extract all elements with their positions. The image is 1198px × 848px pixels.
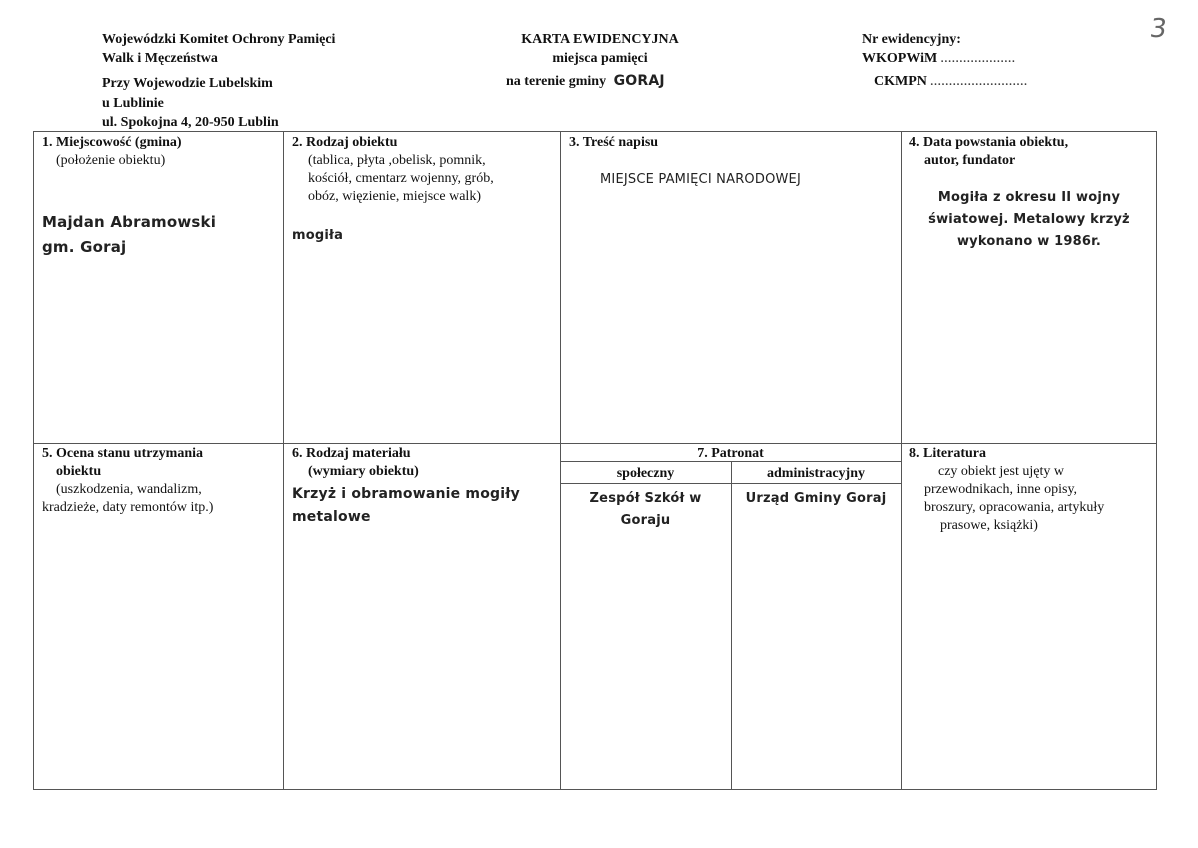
nr-ewidencyjny-label: Nr ewidencyjny: bbox=[862, 32, 961, 47]
section-3-title: 3. Treść napisu bbox=[569, 135, 659, 150]
section-1-title: 1. Miejscowość (gmina) bbox=[42, 135, 182, 150]
page-mark: 3 bbox=[1147, 14, 1169, 44]
gmina-name: GORAJ bbox=[613, 73, 665, 89]
wkopwim-label: WKOPWiM bbox=[862, 51, 938, 66]
section-8-note-line4: prasowe, książki) bbox=[940, 518, 1038, 533]
section-2-note-line3: obóz, więzienie, miejsce walk) bbox=[308, 189, 481, 204]
gmina-line bbox=[506, 72, 665, 91]
section-4-value-line1: Mogiła z okresu II wojny bbox=[937, 190, 1121, 205]
grid-right-border bbox=[1156, 131, 1157, 790]
section-1-value-line2: gm. Goraj bbox=[42, 238, 127, 256]
org-address: ul. Spokojna 4, 20-950 Lublin bbox=[102, 115, 279, 130]
patronat-col-divider bbox=[731, 461, 732, 789]
section-2-note-line1: (tablica, płyta ,obelisk, pomnik, bbox=[308, 153, 486, 168]
section-2-note-line2: kościół, cmentarz wojenny, grób, bbox=[308, 171, 494, 186]
patronat-col2-value: Urząd Gminy Goraj bbox=[745, 491, 887, 506]
section-1-note: (położenie obiektu) bbox=[56, 153, 166, 168]
card-title: KARTA EWIDENCYJNA bbox=[521, 32, 679, 47]
org-name-line2: Walk i Męczeństwa bbox=[102, 51, 218, 66]
org-name-line3: Przy Wojewodzie Lubelskim bbox=[102, 76, 273, 91]
section-8-note-line1: czy obiekt jest ujęty w bbox=[938, 464, 1064, 479]
patronat-col1-header: społeczny bbox=[616, 466, 675, 481]
section-5-title-line2: obiektu bbox=[56, 464, 102, 479]
section-2-value: mogiła bbox=[292, 228, 344, 243]
grid-left-border bbox=[33, 131, 34, 790]
section-8-title: 8. Literatura bbox=[909, 446, 986, 461]
section-8-note-line2: przewodnikach, inne opisy, bbox=[924, 482, 1078, 497]
grid-col1-divider bbox=[283, 131, 284, 790]
section-6-note: (wymiary obiektu) bbox=[308, 464, 419, 479]
card-subtitle: miejsca pamięci bbox=[552, 51, 648, 66]
wkopwim-line bbox=[862, 49, 1016, 69]
ckmpn-dots: .......................... bbox=[930, 76, 1028, 88]
section-3-value: MIEJSCE PAMIĘCI NARODOWEJ bbox=[600, 172, 802, 187]
section-4-value-line2: światowej. Metalowy krzyż bbox=[928, 212, 1130, 227]
ckmpn-label: CKMPN bbox=[874, 74, 927, 89]
grid-middle-border bbox=[33, 443, 1157, 444]
section-5-title-line1: 5. Ocena stanu utrzymania bbox=[42, 446, 203, 461]
section-6-value-line1: Krzyż i obramowanie mogiły bbox=[292, 486, 520, 502]
section-2-title: 2. Rodzaj obiektu bbox=[292, 135, 398, 150]
ckmpn-line bbox=[874, 72, 1028, 92]
section-4-title-line1: 4. Data powstania obiektu, bbox=[909, 135, 1069, 150]
grid-bottom-border bbox=[33, 789, 1157, 790]
section-7-title: 7. Patronat bbox=[697, 446, 764, 461]
section-4-value-line3: wykonano w 1986r. bbox=[956, 234, 1102, 249]
section-5-note-line2: kradzieże, daty remontów itp.) bbox=[42, 500, 214, 515]
patronat-col1-value-line2: Goraju bbox=[620, 513, 671, 528]
grid-top-border bbox=[33, 131, 1157, 132]
section-4-title-line2: autor, fundator bbox=[924, 153, 1016, 168]
section-1-value-line1: Majdan Abramowski bbox=[42, 213, 217, 231]
org-name-line4: u Lublinie bbox=[102, 96, 164, 111]
section-8-note-line3: broszury, opracowania, artykuły bbox=[924, 500, 1105, 515]
wkopwim-dots: .................... bbox=[940, 53, 1016, 65]
gmina-prefix: na terenie gminy bbox=[506, 74, 607, 89]
section-6-value-line2: metalowe bbox=[292, 509, 371, 525]
section-5-note-line1: (uszkodzenia, wandalizm, bbox=[56, 482, 202, 497]
section-6-title: 6. Rodzaj materiału bbox=[292, 446, 411, 461]
patronat-col2-header: administracyjny bbox=[767, 466, 865, 481]
grid-col3-divider bbox=[901, 131, 902, 790]
org-name-line1: Wojewódzki Komitet Ochrony Pamięci bbox=[102, 32, 336, 47]
patronat-col1-value-line1: Zespół Szkół w bbox=[589, 491, 702, 506]
